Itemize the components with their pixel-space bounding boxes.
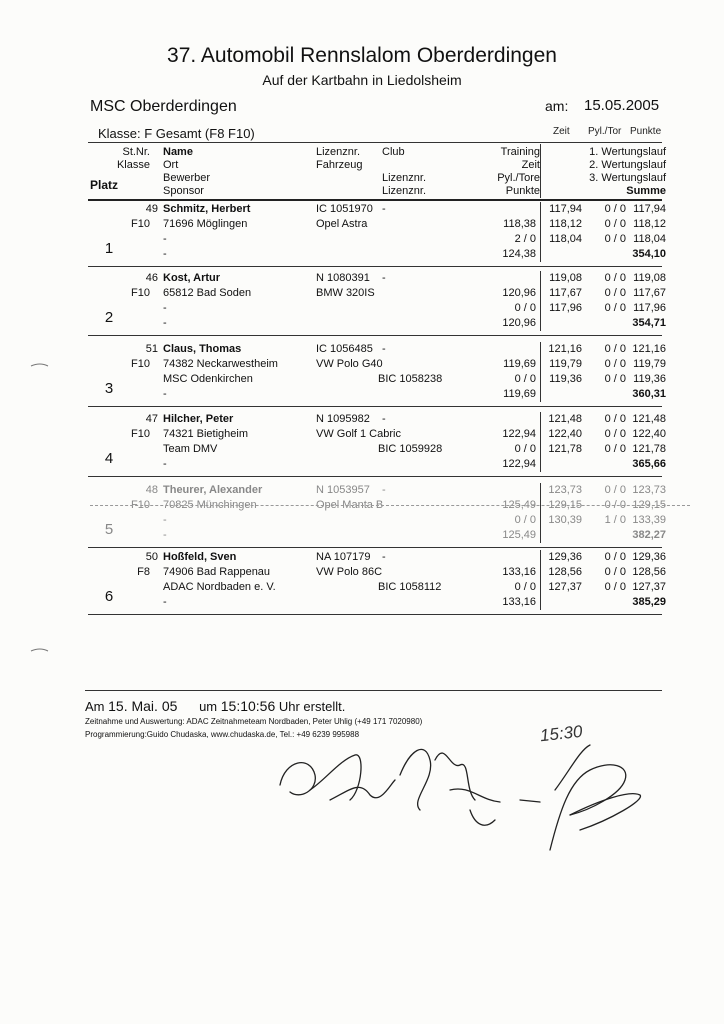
footer-programming-credit: Programmierung:Guido Chudaska, www.chudaska.de, Tel.: +49 6239 995988: [85, 730, 360, 739]
vehicle-class: F10: [131, 499, 150, 511]
punkte-header: Punkte: [630, 126, 662, 137]
license-number: IC 1056485: [316, 343, 373, 355]
row-separator: [88, 335, 662, 336]
run-time: 123,73: [548, 484, 582, 496]
run-points: 121,78: [632, 443, 666, 455]
row-separator: [88, 266, 662, 267]
club-name: -: [382, 413, 386, 425]
run-points: 123,73: [632, 484, 666, 496]
column-divider: [540, 412, 541, 472]
run-time: 121,78: [548, 443, 582, 455]
driver-name: Schmitz, Herbert: [163, 203, 251, 215]
vehicle: Opel Manta B: [316, 499, 384, 511]
start-number: 51: [145, 343, 158, 355]
total-points: 354,71: [632, 317, 666, 329]
vehicle: VW Polo G40: [316, 358, 383, 370]
run-penalties: 0 / 0: [604, 358, 626, 370]
sponsor: -: [163, 529, 167, 541]
club-name: -: [382, 484, 386, 496]
col-training: Training: [500, 146, 540, 158]
run-time: 129,15: [548, 499, 582, 511]
run-penalties: 1 / 0: [604, 514, 626, 526]
sponsor: -: [163, 458, 167, 470]
footer-rule: [85, 690, 662, 691]
placing: 6: [104, 588, 114, 605]
header-bottom-rule: [88, 199, 662, 201]
driver-city: 70825 Münchingen: [163, 499, 257, 511]
pyl-header: Pyl./Tor: [588, 126, 622, 137]
column-divider: [540, 271, 541, 331]
header-col-divider: [540, 144, 541, 198]
club-name: -: [382, 272, 386, 284]
run-time: 117,67: [549, 287, 582, 299]
handwritten-signature: [270, 730, 650, 880]
run-points: 119,79: [633, 358, 666, 370]
run-time: 118,04: [549, 233, 582, 245]
run-penalties: 0 / 0: [604, 484, 626, 496]
license-number: NA 107179: [316, 551, 371, 563]
training-points: 125,49: [502, 529, 536, 541]
run-penalties: 0 / 0: [604, 343, 626, 355]
date-label: am:: [545, 98, 569, 114]
run-points: 118,04: [633, 233, 666, 245]
club-name: -: [382, 551, 386, 563]
vehicle: VW Golf 1 Cabric: [316, 428, 401, 440]
event-date: 15.05.2005: [584, 97, 660, 114]
run-points: 127,37: [632, 581, 666, 593]
document-subtitle: Auf der Kartbahn in Liedolsheim: [262, 72, 462, 88]
run-time: 130,39: [548, 514, 582, 526]
row-separator: [88, 547, 662, 548]
entrant-license: BIC 1058112: [378, 581, 442, 593]
run-penalties: 0 / 0: [604, 566, 626, 578]
sponsor: -: [163, 388, 167, 400]
run-penalties: 0 / 0: [604, 233, 626, 245]
driver-name: Claus, Thomas: [163, 343, 242, 355]
col-club: Club: [382, 146, 405, 158]
run-penalties: 0 / 0: [604, 302, 626, 314]
training-points: 124,38: [502, 248, 536, 260]
run-penalties: 0 / 0: [604, 413, 626, 425]
run-penalties: 0 / 0: [604, 287, 626, 299]
entrant: Team DMV: [163, 443, 218, 455]
footer-am: Am: [85, 699, 105, 714]
driver-city: 74906 Bad Rappenau: [163, 566, 271, 578]
col-lauf3: 3. Wertungslauf: [589, 172, 666, 184]
training-penalties: 0 / 0: [514, 581, 536, 593]
column-divider: [540, 483, 541, 543]
training-penalties: 0 / 0: [514, 373, 536, 385]
start-number: 48: [145, 484, 158, 496]
run-points: 119,36: [633, 373, 666, 385]
license-number: N 1053957: [316, 484, 370, 496]
run-time: 119,79: [549, 358, 582, 370]
start-number: 50: [145, 551, 158, 563]
row-separator: [88, 614, 662, 615]
training-time: 125,49: [502, 499, 536, 511]
run-time: 122,40: [548, 428, 582, 440]
footer-time: 15:10:56: [220, 698, 276, 714]
col-lizenznr2: Lizenznr.: [382, 172, 427, 184]
footer-created: [85, 698, 345, 714]
run-penalties: 0 / 0: [604, 581, 626, 593]
start-number: 47: [145, 413, 158, 425]
license-number: IC 1051970: [316, 203, 373, 215]
run-time: 121,48: [548, 413, 582, 425]
total-points: 385,29: [632, 596, 666, 608]
zeit-header: Zeit: [553, 126, 570, 137]
organizer-club: MSC Oberderdingen: [90, 98, 237, 115]
run-time: 121,16: [548, 343, 582, 355]
col-summe: Summe: [626, 185, 666, 197]
placing: 1: [104, 240, 114, 257]
col-lizenznr: Lizenznr.: [316, 146, 361, 158]
driver-name: Hoßfeld, Sven: [163, 551, 237, 563]
training-points: 120,96: [502, 317, 536, 329]
run-time: 119,08: [549, 272, 582, 284]
col-zeit: Zeit: [521, 159, 540, 171]
run-time: 119,36: [549, 373, 582, 385]
driver-name: Theurer, Alexander: [163, 484, 263, 496]
vehicle-class: F10: [131, 358, 150, 370]
run-time: 117,94: [549, 203, 582, 215]
driver-city: 74382 Neckarwestheim: [163, 358, 278, 370]
entrant: -: [163, 514, 167, 526]
scan-artifact-line: [90, 505, 690, 506]
col-sponsor: Sponsor: [163, 185, 204, 197]
driver-city: 71696 Möglingen: [163, 218, 248, 230]
total-points: 382,27: [632, 529, 666, 541]
run-time: 117,96: [549, 302, 582, 314]
run-points: 121,48: [632, 413, 666, 425]
driver-city: 65812 Bad Soden: [163, 287, 252, 299]
entrant: MSC Odenkirchen: [163, 373, 253, 385]
license-number: N 1080391: [316, 272, 370, 284]
entrant: -: [163, 233, 167, 245]
run-points: 119,08: [633, 272, 666, 284]
class-label: Klasse: F Gesamt (F8 F10): [98, 126, 255, 141]
training-time: 133,16: [502, 566, 536, 578]
margin-mark: [30, 645, 50, 655]
training-time: 118,38: [503, 218, 536, 230]
run-points: 133,39: [632, 514, 666, 526]
vehicle-class: F10: [131, 287, 150, 299]
footer-timing-credit: Zeitnahme und Auswertung: ADAC Zeitnahmeteam Nordbaden, Peter Uhlig (+49 171 7020980): [85, 717, 423, 726]
handwritten-time-note: 15:30: [539, 721, 584, 746]
run-points: 122,40: [632, 428, 666, 440]
start-number: 46: [145, 272, 158, 284]
footer-suffix: Uhr erstellt.: [278, 699, 346, 714]
run-time: 128,56: [548, 566, 582, 578]
col-lauf1: 1. Wertungslauf: [589, 146, 666, 158]
training-penalties: 0 / 0: [514, 514, 536, 526]
placing: 3: [104, 380, 114, 397]
run-points: 129,15: [632, 499, 666, 511]
total-points: 354,10: [632, 248, 666, 260]
vehicle: BMW 320IS: [316, 287, 375, 299]
row-separator: [88, 476, 662, 477]
placing: 2: [104, 309, 114, 326]
run-penalties: 0 / 0: [604, 272, 626, 284]
run-penalties: 0 / 0: [604, 499, 626, 511]
driver-city: 74321 Bietigheim: [163, 428, 249, 440]
training-time: 122,94: [502, 428, 536, 440]
driver-name: Hilcher, Peter: [163, 413, 234, 425]
col-klasse: Klasse: [116, 159, 150, 171]
col-ort: Ort: [163, 159, 179, 171]
entrant-license: BIC 1059928: [378, 443, 443, 455]
run-points: 117,67: [633, 287, 666, 299]
vehicle: Opel Astra: [316, 218, 368, 230]
club-name: -: [382, 343, 386, 355]
entrant: -: [163, 302, 167, 314]
document-title: 37. Automobil Rennslalom Oberderdingen: [167, 44, 557, 67]
run-points: 117,94: [633, 203, 666, 215]
column-divider: [540, 550, 541, 610]
run-penalties: 0 / 0: [604, 203, 626, 215]
col-name: Name: [163, 146, 193, 158]
training-penalties: 0 / 0: [514, 302, 536, 314]
training-penalties: 2 / 0: [514, 233, 536, 245]
vehicle-class: F10: [131, 218, 150, 230]
run-time: 127,37: [548, 581, 582, 593]
club-name: -: [382, 203, 386, 215]
total-points: 360,31: [632, 388, 666, 400]
total-points: 365,66: [632, 458, 666, 470]
training-points: 119,69: [503, 388, 536, 400]
run-points: 118,12: [633, 218, 666, 230]
sponsor: -: [163, 248, 167, 260]
col-stnr: St.Nr.: [122, 146, 150, 158]
footer-date: 15. Mai. 05: [108, 698, 178, 714]
sponsor: -: [163, 317, 167, 329]
placing: 5: [104, 521, 114, 538]
run-time: 118,12: [549, 218, 582, 230]
driver-name: Kost, Artur: [163, 272, 221, 284]
col-punkte: Punkte: [505, 185, 540, 197]
training-points: 122,94: [502, 458, 536, 470]
run-points: 129,36: [632, 551, 666, 563]
col-platz: Platz: [90, 178, 119, 192]
start-number: 49: [145, 203, 158, 215]
run-penalties: 0 / 0: [604, 373, 626, 385]
license-number: N 1095982: [316, 413, 370, 425]
training-time: 119,69: [503, 358, 536, 370]
run-penalties: 0 / 0: [604, 218, 626, 230]
placing: 4: [104, 450, 114, 467]
entrant: ADAC Nordbaden e. V.: [163, 581, 276, 593]
run-points: 121,16: [632, 343, 666, 355]
entrant-license: BIC 1058238: [378, 373, 443, 385]
training-points: 133,16: [502, 596, 536, 608]
run-time: 129,36: [548, 551, 582, 563]
col-lizenznr3: Lizenznr.: [382, 185, 427, 197]
header-rule: [88, 142, 662, 143]
run-penalties: 0 / 0: [604, 551, 626, 563]
training-time: 120,96: [502, 287, 536, 299]
column-divider: [540, 202, 541, 262]
run-penalties: 0 / 0: [604, 443, 626, 455]
sponsor: -: [163, 596, 167, 608]
col-pyltore: Pyl./Tore: [497, 172, 540, 184]
vehicle-class: F8: [137, 566, 150, 578]
run-penalties: 0 / 0: [604, 428, 626, 440]
margin-mark: [30, 360, 50, 370]
footer-um: um: [199, 699, 218, 714]
row-separator: [88, 406, 662, 407]
vehicle: VW Polo 86C: [316, 566, 383, 578]
column-divider: [540, 342, 541, 402]
col-fahrzeug: Fahrzeug: [316, 159, 363, 171]
training-penalties: 0 / 0: [514, 443, 536, 455]
vehicle-class: F10: [131, 428, 150, 440]
col-bewerber: Bewerber: [163, 172, 211, 184]
col-lauf2: 2. Wertungslauf: [589, 159, 666, 171]
run-points: 117,96: [633, 302, 666, 314]
run-points: 128,56: [632, 566, 666, 578]
